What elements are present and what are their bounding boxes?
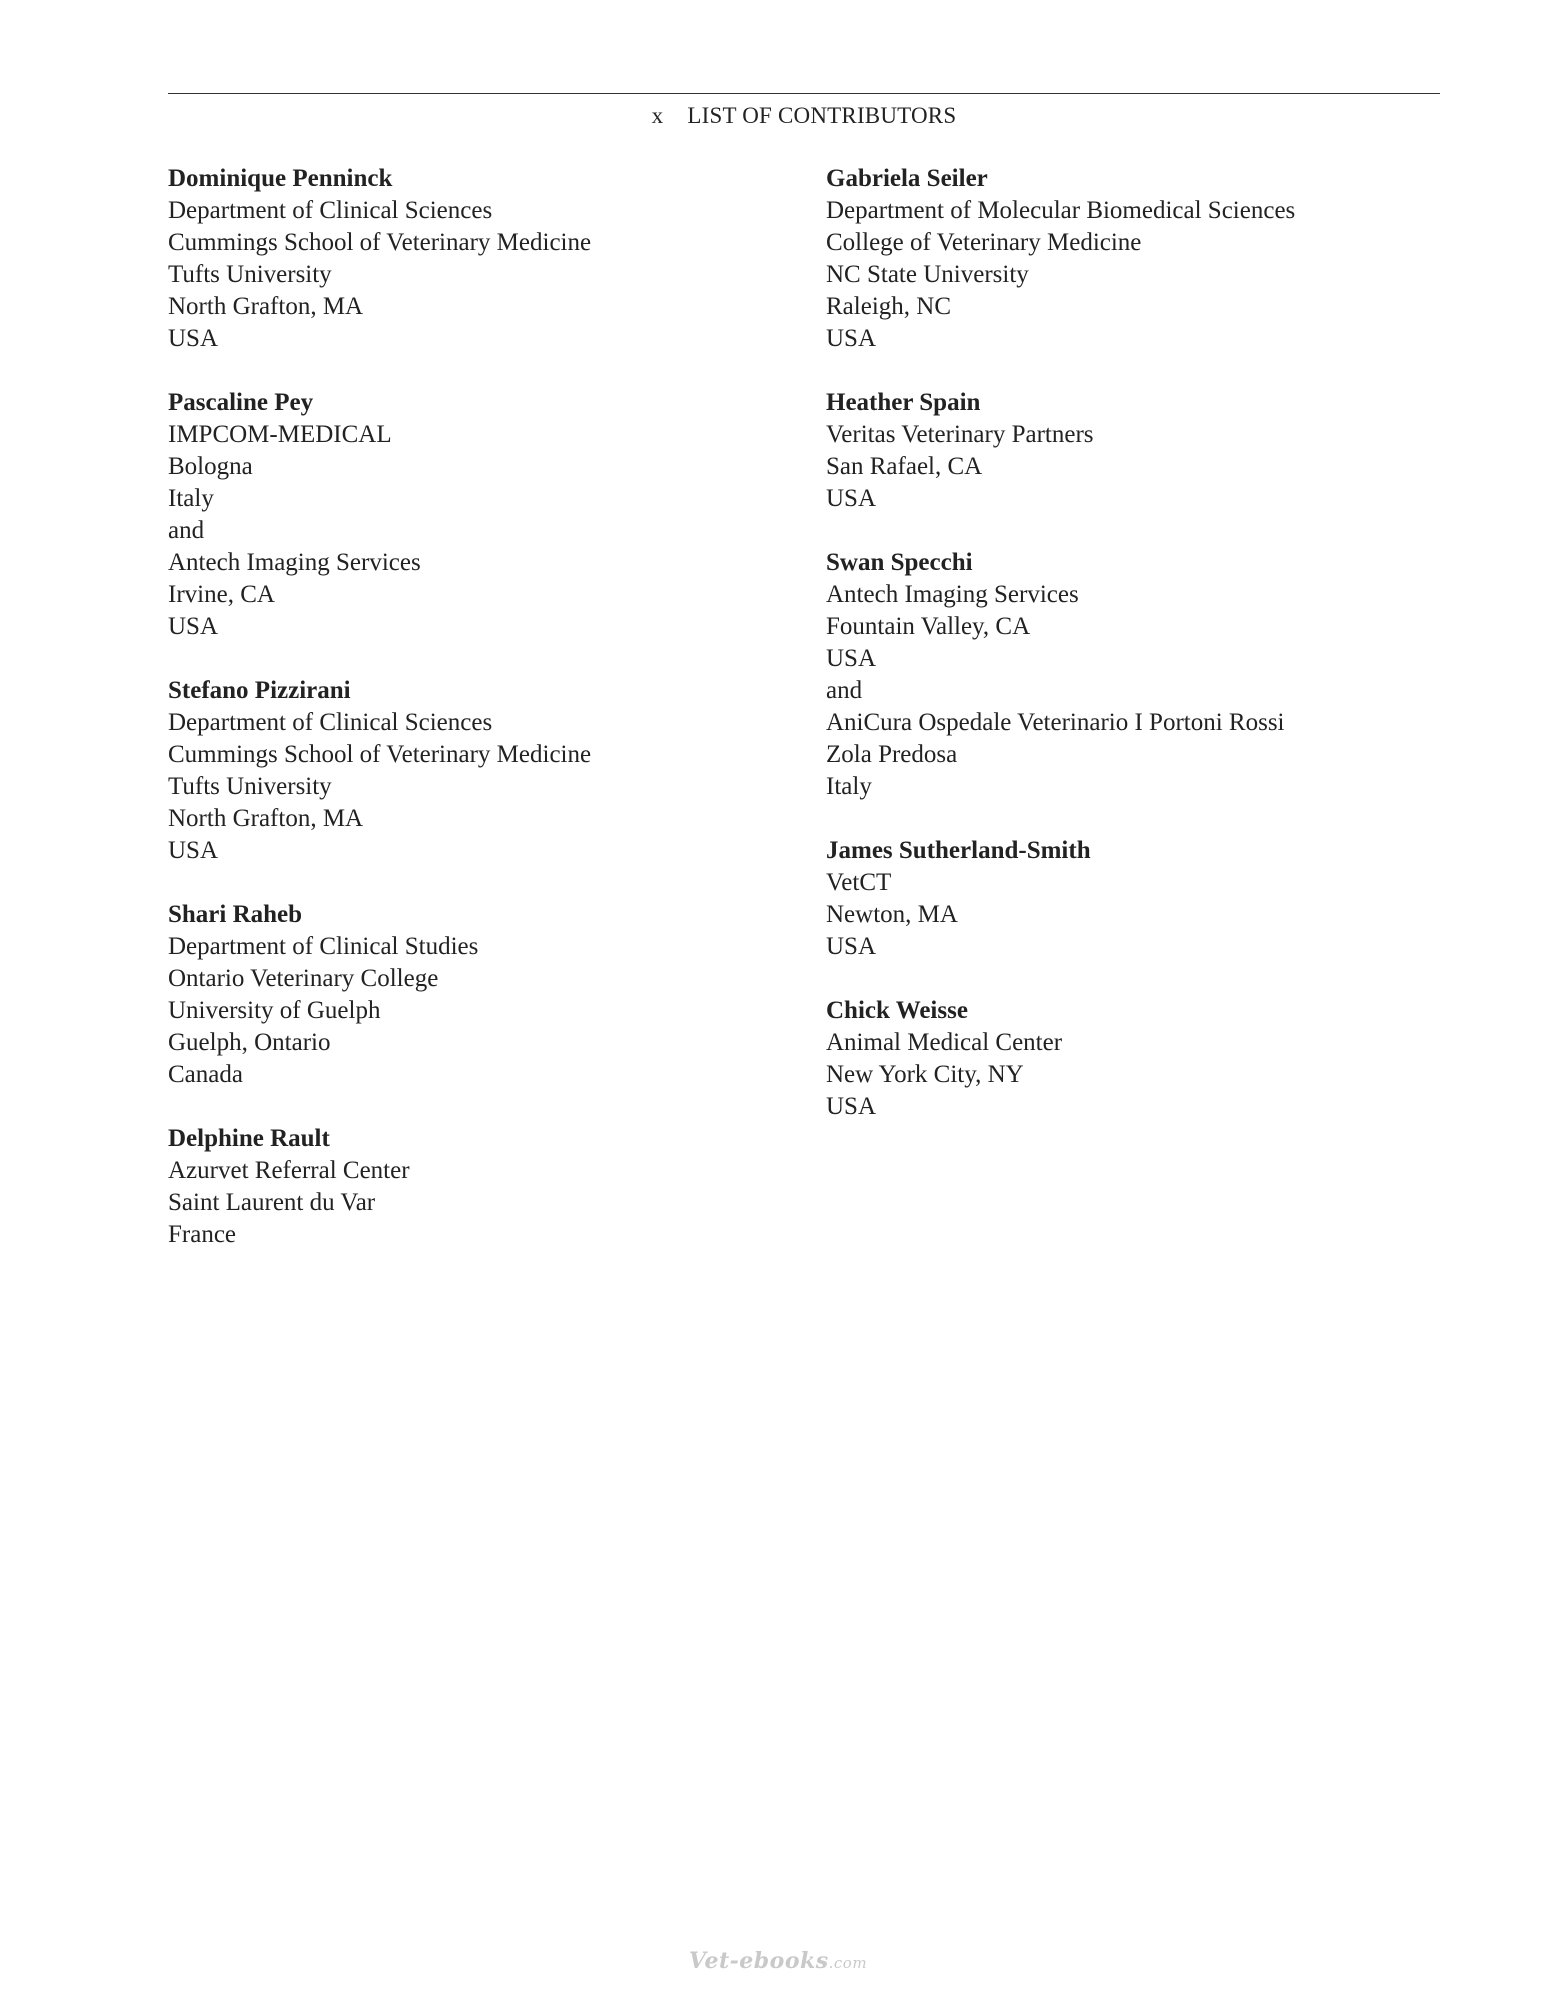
affiliation-line: and bbox=[168, 517, 205, 544]
affiliation-line: France bbox=[168, 1221, 237, 1248]
affiliation-line: Antech Imaging Services bbox=[168, 549, 421, 576]
contributors-right-column bbox=[826, 163, 1440, 1155]
affiliation-line: San Rafael, CA bbox=[826, 453, 983, 480]
contributor-name: Stefano Pizzirani bbox=[168, 677, 351, 704]
affiliation-line: Tufts University bbox=[168, 773, 332, 800]
affiliation-line: Department of Clinical Studies bbox=[168, 933, 479, 960]
contributor-name: Gabriela Seiler bbox=[826, 165, 988, 192]
running-head bbox=[168, 100, 1440, 132]
affiliation-line: Azurvet Referral Center bbox=[168, 1157, 410, 1184]
contributor-entry bbox=[826, 547, 1440, 803]
contributors-left-column bbox=[168, 163, 788, 1283]
contributor-name: Swan Specchi bbox=[826, 549, 973, 576]
affiliation-line: USA bbox=[826, 933, 877, 960]
contributor-entry bbox=[168, 387, 788, 643]
contributor-name: Pascaline Pey bbox=[168, 389, 314, 416]
affiliation-line: USA bbox=[826, 485, 877, 512]
affiliation-line: USA bbox=[168, 325, 219, 352]
contributor-entry bbox=[826, 387, 1440, 515]
contributor-name: Delphine Rault bbox=[168, 1125, 330, 1152]
affiliation-line: North Grafton, MA bbox=[168, 805, 364, 832]
affiliation-line: Department of Molecular Biomedical Sciences bbox=[826, 197, 1296, 224]
watermark-tld: .com bbox=[828, 1954, 868, 1972]
affiliation-line: Bologna bbox=[168, 453, 253, 480]
affiliation-line: NC State University bbox=[826, 261, 1029, 288]
affiliation-line: AniCura Ospedale Veterinario I Portoni Rossi bbox=[826, 709, 1285, 736]
watermark-logo bbox=[0, 1948, 1556, 1974]
affiliation-line: Canada bbox=[168, 1061, 243, 1088]
contributor-name: Shari Raheb bbox=[168, 901, 303, 928]
contributor-name: James Sutherland-Smith bbox=[826, 837, 1091, 864]
watermark-text: Vet-ebooks bbox=[688, 1948, 829, 1974]
affiliation-line: USA bbox=[826, 1093, 877, 1120]
affiliation-line: College of Veterinary Medicine bbox=[826, 229, 1142, 256]
contributor-entry bbox=[168, 899, 788, 1091]
contributor-entry bbox=[168, 675, 788, 867]
affiliation-line: IMPCOM-MEDICAL bbox=[168, 421, 392, 448]
contributor-entry bbox=[826, 995, 1440, 1123]
affiliation-line: Animal Medical Center bbox=[826, 1029, 1063, 1056]
affiliation-line: Fountain Valley, CA bbox=[826, 613, 1031, 640]
affiliation-line: VetCT bbox=[826, 869, 892, 896]
affiliation-line: and bbox=[826, 677, 863, 704]
affiliation-line: New York City, NY bbox=[826, 1061, 1024, 1088]
affiliation-line: North Grafton, MA bbox=[168, 293, 364, 320]
contributor-name: Chick Weisse bbox=[826, 997, 968, 1024]
affiliation-line: Antech Imaging Services bbox=[826, 581, 1079, 608]
affiliation-line: Veritas Veterinary Partners bbox=[826, 421, 1094, 448]
affiliation-line: USA bbox=[168, 837, 219, 864]
contributor-entry bbox=[826, 163, 1440, 355]
contributor-name: Dominique Penninck bbox=[168, 165, 393, 192]
affiliation-line: Cummings School of Veterinary Medicine bbox=[168, 229, 592, 256]
affiliation-line: Tufts University bbox=[168, 261, 332, 288]
affiliation-line: Newton, MA bbox=[826, 901, 958, 928]
affiliation-line: University of Guelph bbox=[168, 997, 381, 1024]
page-number: x bbox=[651, 103, 664, 128]
affiliation-line: Zola Predosa bbox=[826, 741, 958, 768]
affiliation-line: Saint Laurent du Var bbox=[168, 1189, 376, 1216]
affiliation-line: USA bbox=[168, 613, 219, 640]
contributor-name: Heather Spain bbox=[826, 389, 981, 416]
affiliation-line: Department of Clinical Sciences bbox=[168, 197, 493, 224]
affiliation-line: Ontario Veterinary College bbox=[168, 965, 439, 992]
affiliation-line: USA bbox=[826, 325, 877, 352]
contributor-entry bbox=[168, 1123, 788, 1251]
contributor-entry bbox=[168, 163, 788, 355]
affiliation-line: USA bbox=[826, 645, 877, 672]
affiliation-line: Guelph, Ontario bbox=[168, 1029, 331, 1056]
affiliation-line: Italy bbox=[168, 485, 214, 512]
header-rule bbox=[168, 93, 1440, 94]
affiliation-line: Irvine, CA bbox=[168, 581, 275, 608]
affiliation-line: Cummings School of Veterinary Medicine bbox=[168, 741, 592, 768]
running-head-title: LIST OF CONTRIBUTORS bbox=[687, 103, 957, 128]
affiliation-line: Department of Clinical Sciences bbox=[168, 709, 493, 736]
affiliation-line: Raleigh, NC bbox=[826, 293, 951, 320]
affiliation-line: Italy bbox=[826, 773, 872, 800]
contributor-entry bbox=[826, 835, 1440, 963]
